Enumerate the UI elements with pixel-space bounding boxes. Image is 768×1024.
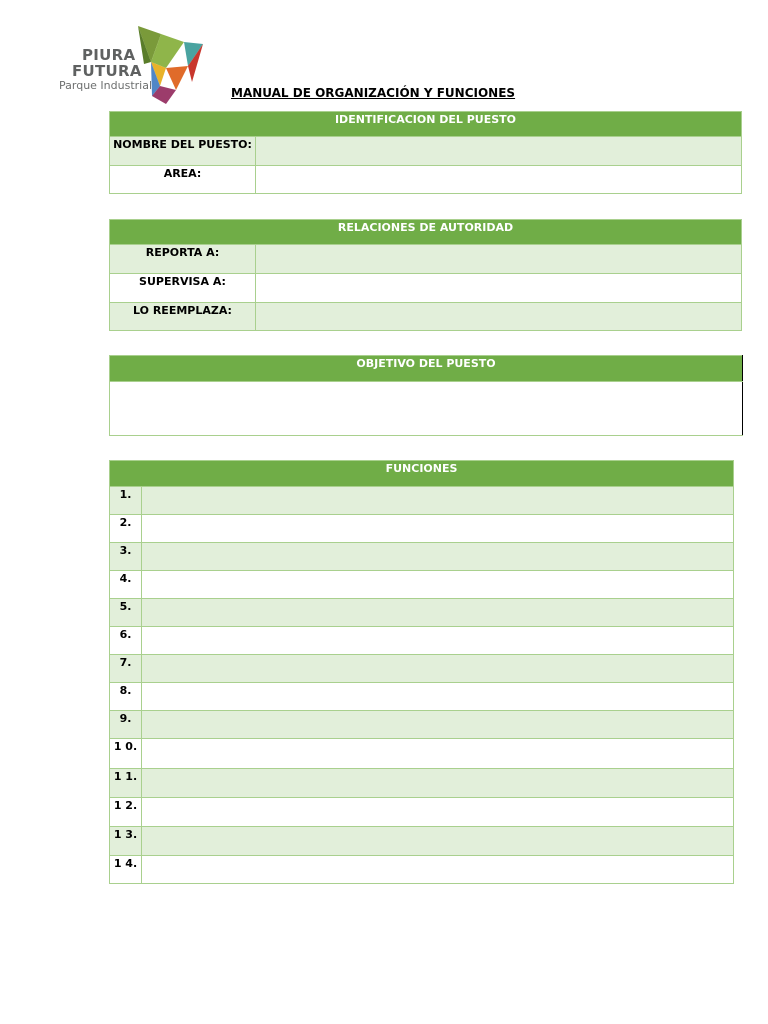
funciones-header: FUNCIONES [110,461,734,487]
reporta-a-label: REPORTA A: [110,245,256,274]
funcion-field[interactable] [142,627,734,655]
supervisa-a-field[interactable] [256,274,742,303]
funcion-number: 1. [110,487,142,515]
funcion-number: 1 1. [110,769,142,798]
funcion-number: 1 3. [110,827,142,856]
funcion-number: 2. [110,515,142,543]
funcion-number: 1 2. [110,798,142,827]
funcion-number: 1 4. [110,856,142,884]
funcion-row [110,798,734,827]
reporta-a-field[interactable] [256,245,742,274]
funcion-field[interactable] [142,599,734,627]
funcion-field[interactable] [142,487,734,515]
lo-reemplaza-label: LO REEMPLAZA: [110,303,256,331]
funcion-number: 1 0. [110,739,142,769]
funcion-field[interactable] [142,856,734,884]
funcion-number: 9. [110,711,142,739]
funcion-row [110,739,734,769]
funcion-field[interactable] [142,571,734,599]
objetivo-table [109,355,743,436]
objetivo-field[interactable] [110,382,743,436]
funcion-row [110,543,734,571]
logo-line3: Parque Industrial [59,79,153,92]
funcion-number: 8. [110,683,142,711]
funcion-field[interactable] [142,683,734,711]
funcion-field[interactable] [142,543,734,571]
funcion-row [110,487,734,515]
supervisa-a-label: SUPERVISA A: [110,274,256,303]
funcion-row [110,711,734,739]
funcion-row [110,627,734,655]
funcion-number: 6. [110,627,142,655]
identificacion-table [109,111,742,194]
document-title: MANUAL DE ORGANIZACIÓN Y FUNCIONES [231,86,516,100]
relaciones-header: RELACIONES DE AUTORIDAD [110,220,742,245]
objetivo-header: OBJETIVO DEL PUESTO [110,356,743,382]
funcion-row [110,856,734,884]
funcion-field[interactable] [142,769,734,798]
funcion-row [110,515,734,543]
area-label: AREA: [110,166,256,194]
lo-reemplaza-field[interactable] [256,303,742,331]
area-field[interactable] [256,166,742,194]
funcion-field[interactable] [142,827,734,856]
funcion-number: 4. [110,571,142,599]
relaciones-table [109,219,742,331]
funciones-table [109,460,734,884]
identificacion-header: IDENTIFICACION DEL PUESTO [110,112,742,137]
funcion-row [110,571,734,599]
funcion-field[interactable] [142,515,734,543]
funcion-number: 5. [110,599,142,627]
funcion-field[interactable] [142,798,734,827]
funcion-number: 3. [110,543,142,571]
logo-line2: FUTURA [72,62,142,80]
funcion-row [110,683,734,711]
funcion-field[interactable] [142,739,734,769]
logo-line1: PIURA [82,46,136,64]
funcion-number: 7. [110,655,142,683]
nombre-del-puesto-field[interactable] [256,137,742,166]
funcion-field[interactable] [142,655,734,683]
funcion-row [110,655,734,683]
funcion-row [110,599,734,627]
piura-futura-logo [56,24,206,108]
funcion-row [110,827,734,856]
nombre-del-puesto-label: NOMBRE DEL PUESTO: [110,137,256,166]
funcion-row [110,769,734,798]
funcion-field[interactable] [142,711,734,739]
